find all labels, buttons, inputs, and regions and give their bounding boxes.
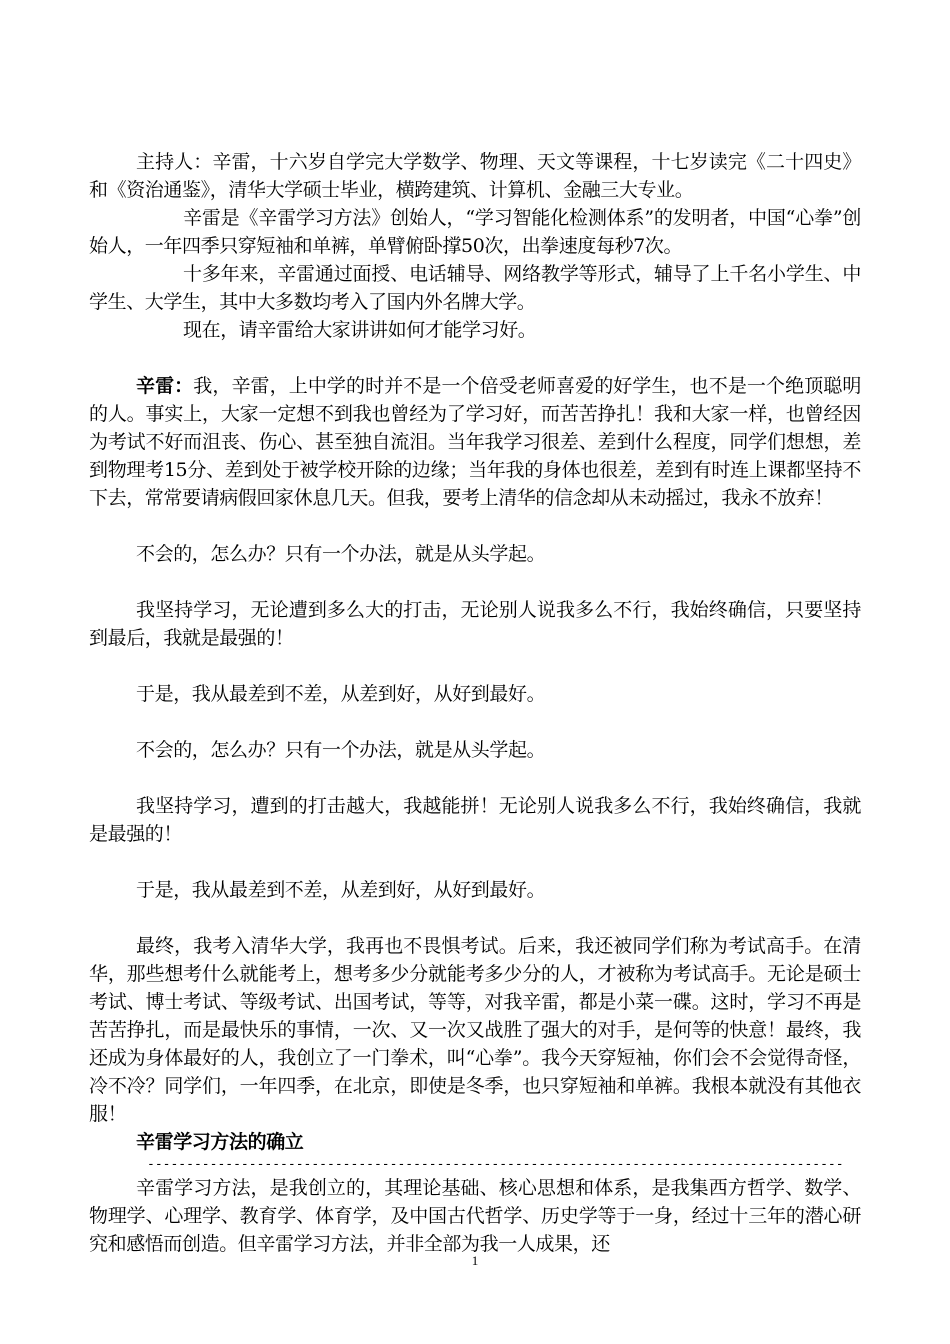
section-divider: ----------------------------------------------------------------------------------------- [147,1157,844,1172]
intro-paragraph-invitation: 现在，请辛雷给大家讲讲如何才能学习好。 [183,319,537,341]
speech-paragraph: 不会的，怎么办？只有一个办法，就是从头学起。 [136,739,546,761]
speaker-label: 辛雷： [136,375,194,397]
intro-paragraph-founder: 辛雷是《辛雷学习方法》创始人，“学习智能化检测体系”的发明者，中国“心拳”创始人，一年四季只穿短袖和单裤，单臂俯卧撑50次，出拳速度每秒7次。 [89,207,861,257]
speech-paragraph: 我坚持学习，无论遭到多么大的打击，无论别人说我多么不行，我始终确信，只要坚持到最后，我就是最强的！ [89,599,861,649]
intro-paragraph-tutoring: 十多年来，辛雷通过面授、电话辅导、网络教学等形式，辅导了上千名小学生、中学生、大学生，其中大多数均考入了国内外名牌大学。 [89,263,861,313]
speech-paragraph-conclusion: 最终，我考入清华大学，我再也不畏惧考试。后来，我还被同学们称为考试高手。在清华，那些想考什么就能考上，想考多少分就能考多少分的人，才被称为考试高手。无论是硕士考试、博士考试、等级考试、出国考试，等等，对我辛雷，都是小菜一碟。这时，学习不再是苦苦挣扎，而是最快乐的事情，一次、又一次又战胜了强大的对手，是何等的快意！最终，我还成为身体最好的人，我创立了一门拳术，叫“心拳”。我今天穿短袖，你们会不会觉得奇怪，冷不冷？同学们，一年四季，在北京，即使是冬季，也只穿短袖和单裤。我根本就没有其他衣服！ [89,935,861,1125]
section-heading: 辛雷学习方法的确立 [136,1131,304,1153]
speech-paragraph: 我坚持学习，遭到的打击越大，我越能拼！无论别人说我多么不行，我始终确信，我就是最强的！ [89,795,861,845]
speech-opening-text: 我，辛雷，上中学的时并不是一个倍受老师喜爱的好学生，也不是一个绝顶聪明的人。事实上，大家一定想不到我也曾经为了学习好，而苦苦挣扎！我和大家一样，也曾经因为考试不好而沮丧、伤心、甚至独自流泪。当年我学习很差、差到什么程度，同学们想想，差到物理考15分、差到处于被学校开除的边缘；当年我的身体也很差，差到有时连上课都坚持不下去，常常要请病假回家休息几天。但我，要考上清华的信念却从未动摇过，我永不放弃！ [89,375,861,509]
page-number: 1 [471,1253,479,1268]
intro-paragraph-host: 主持人：辛雷，十六岁自学完大学数学、物理、天文等课程，十七岁读完《二十四史》和《资治通鉴》，清华大学硕士毕业，横跨建筑、计算机、金融三大专业。 [89,151,861,201]
speech-paragraph: 于是，我从最差到不差，从差到好，从好到最好。 [136,879,546,901]
speech-paragraph: 于是，我从最差到不差，从差到好，从好到最好。 [136,683,546,705]
speech-paragraph: 不会的，怎么办？只有一个办法，就是从头学起。 [136,543,546,565]
section-paragraph: 辛雷学习方法，是我创立的，其理论基础、核心思想和体系，是我集西方哲学、数学、物理学、心理学、教育学、体育学，及中国古代哲学、历史学等于一身，经过十三年的潜心研究和感悟而创造。但辛雷学习方法，并非全部为我一人成果，还 [89,1177,861,1255]
document-body [89,148,861,1258]
speech-paragraph-opening [89,372,861,512]
